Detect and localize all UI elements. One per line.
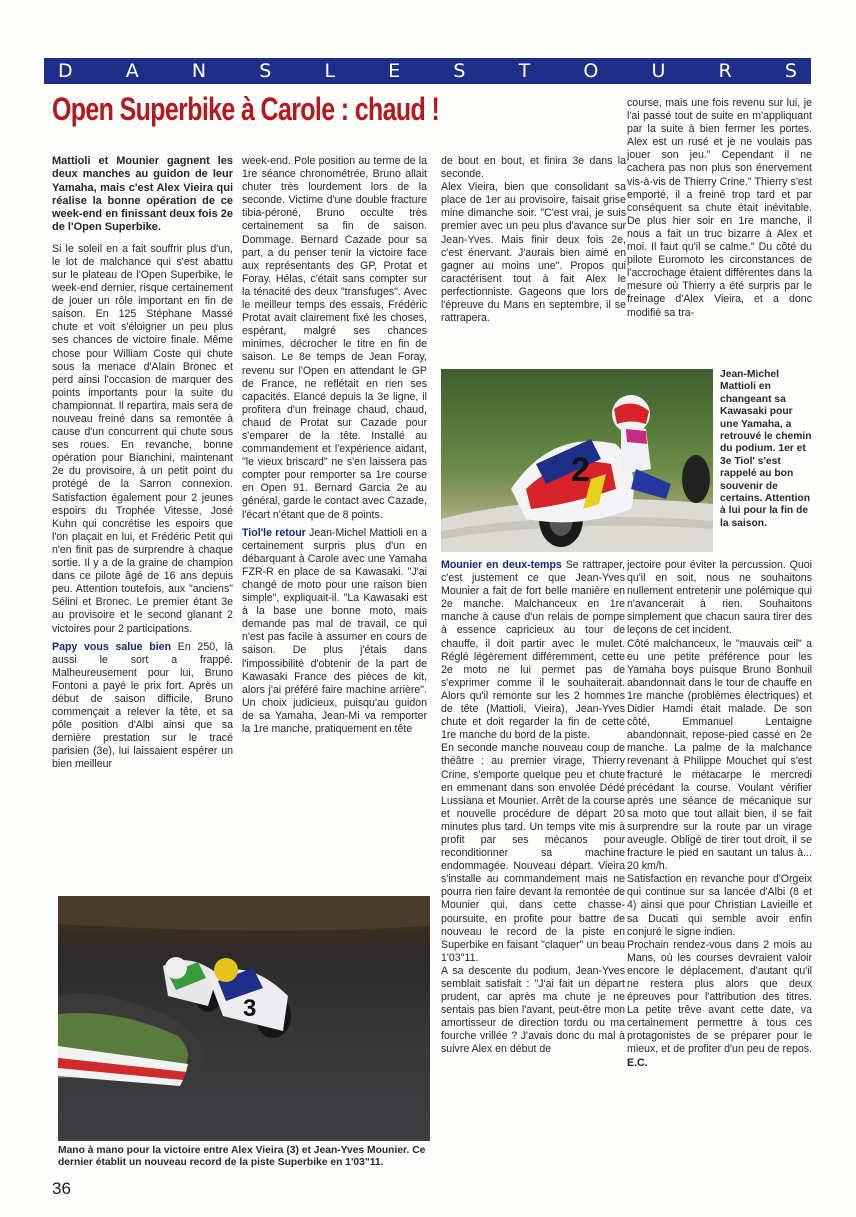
- article-lead: Mattioli et Mounier gagnent les deux manches au guidon de leur Yamaha, mais c'est Alex Vieira qui réalise la bonne opération de ce week-end en finissant deux fois 2e de l'Open Superbike.: [52, 155, 233, 234]
- paragraph: de bout en bout, et finira 3e dans la seconde.: [441, 155, 626, 181]
- band-letter: T: [518, 60, 531, 82]
- photo-mattioli: [441, 369, 713, 552]
- band-letter: O: [583, 60, 599, 82]
- paragraph: Alex Vieira, bien que consolidant sa place de 1er au provisoire, faisait grise mine dimanche soir. "C'est vrai, je suis premier avec un peu plus d'avance sur Jean-Yves. Mais finir deux fois 2e, c'est énervant. J'aurais bien aimé en gagner au moins une". Propos qui caractérisent tout à fait Alex le perfectionniste. Gageons que lors de l'épreuve du Mans en septembre, il se rattrapera.: [441, 181, 626, 325]
- paragraph-text: Se rattraper, c'est justement ce que Jean-Yves Mounier a fait de fort belle manière en 2e manche. Malchanceux en 1re manche à cause d'un relais de pompe à essence capricieux au tour de chauffe, il doit partir avec le mulet. Réglé légèrement différemment, cette 2e moto ne lui permet pas de s'exprimer comme il le souhaiterait. Alors qu'il remonte sur les 2 hommes de tête (Mattioli, Vieira), Jean-Yves chute et doit regarder la fin de cette 1re manche du bord de la piste.: [441, 559, 625, 742]
- paragraph: jectoire pour éviter la percussion. Quoi qu'il en soit, nous ne souhaitons nullement entretenir une polémique qui n'avancerait à rien. Souhaitons simplement que chacun saura tirer des leçons de cet incident.: [627, 559, 812, 637]
- band-letter: L: [324, 60, 336, 82]
- band-letter: S: [784, 60, 797, 82]
- band-letter: S: [259, 60, 272, 82]
- author-signature: E.C.: [627, 1056, 648, 1069]
- article-title: Open Superbike à Carole : chaud !: [52, 91, 440, 127]
- band-letter: D: [58, 60, 73, 82]
- band-letter: U: [651, 60, 666, 82]
- paragraph-text: Jean-Michel Mattioli en a certainement surpris plus d'un en débarquant à Carole avec une Yamaha FZR-R en place de sa Kawasaki. "J'ai changé de moto pour une raison bien simple", expliquait-il. "La Kawasaki est à la base une bonne moto, mais demande pas mal de travail, ce qui n'est pas facile à assumer en cours de saison. De plus j'étais dans l'impossibilité d'obtenir de la part de Kawasaki France des pièces de kit, alors j'ai préféré faire machine arrière". Un choix judicieux, puisqu'au guidon de sa Yamaha, Jean-Mi va remporter la 1re manche, pratiquement en tête: [242, 526, 427, 736]
- race-number: 2: [571, 451, 590, 489]
- column-2: [242, 155, 427, 895]
- section-band: [44, 58, 811, 84]
- band-letter: R: [718, 60, 732, 82]
- paragraph: [242, 527, 427, 737]
- band-letter: A: [125, 60, 139, 82]
- band-letter: S: [453, 60, 466, 82]
- paragraph: A sa descente du podium, Jean-Yves semblait satisfait : "J'ai fait un départ prudent, car après ma chute je ne sentais pas bien l'avant, peut-être mon amortisseur de direction tordu ou ma fourche vrillée ? J'avais donc du mal à suivre Alex en début de: [441, 964, 625, 1056]
- paragraph-text: Prochain rendez-vous dans 2 mois au Mans, où les courses devraient valoir encore le déplacement, d'autant qu'il ne restera plus alors que deux épreuves pour l'attribution des titres. La petite trêve avant cette date, va certainement permettre à tous ces protagonistes de se préparer pour le mieux, et de profiter d'un peu de repos.: [627, 938, 812, 1056]
- paragraph: Côté malchanceux, le "mauvais œil" a eu une petite préférence pour les Yamaha boys puisque Bruno Bonhuil abandonnait dans le tour de chauffe en 1re manche (problèmes électriques) et Didier Hamdi était malade. De son côté, Emmanuel Lentaigne abandonnait, repose-pied cassé en 2e manche. La palme de la malchance revenant à Philippe Mouchet qui s'est fracturé le métacarpe le mercredi précédant la course. Voulant vérifier après une séance de mécanique sur sa moto que tout allait bien, il se fait surprendre sur la route par un virage aveugle. Obligé de tirer tout droit, il se fracture le pied en sautant un talus à... 20 km/h.: [627, 637, 812, 873]
- photo-vieira-mounier: [58, 896, 430, 1141]
- photo-caption-mattioli: Jean-Michel Mattioli en changeant sa Kawasaki pour une Yamaha, a retrouvé le chemin du podium. 1er et 3e Tiol' s'est rappelé au bon souvenir de certains. Attention à lui pour la fin de la saison.: [720, 369, 812, 529]
- motorcycle-photo-image: [58, 896, 430, 1141]
- paragraph: En seconde manche nouveau coup de théâtre : au premier virage, Thierry Crine, s'emporte quelque peu et chute en emmenant dans son envolée Dédé Lussiana et Mounier. Arrêt de la course et nouvelle procédure de départ 20 minutes plus tard. Un temps vite mis à profit par ses mécanos pour reconditionner sa machine endommagée. Nouveau départ. Vieira s'installe au commandement mais ne pourra rien faire devant la remontée de Mounier qui, dans cette chasse-poursuite, en profite pour battre de nouveau le record de la piste en Superbike en faisant "claquer" un beau 1'03"11.: [441, 742, 625, 964]
- race-number: 3: [243, 995, 257, 1022]
- paragraph: Satisfaction en revanche pour d'Orgeix qui continue sur sa lancée d'Albi (8 et 4) ainsi que pour Christian Lavieille et sa Ducati qui semble avoir enfin conjuré le signe indien.: [627, 873, 812, 938]
- motorcycle-photo-image: [441, 369, 713, 552]
- column-4-bottom: [627, 559, 812, 1183]
- paragraph: Si le soleil en a fait souffrir plus d'un, le lot de malchance qui s'est abattu sur le plateau de l'Open Superbike, le week-end dernier, risque certainement de jouer un rôle important en fin de saison. En 125 Stéphane Massé chute et voit s'éloigner un peu plus ses chances de victoire finale. Même chose pour William Coste qui chute sous la menace d'Alain Bronec et perd ainsi l'occasion de marquer des points importants pour la suite du championnat. Il repartira, mais sera de nouveau freiné dans sa remontée à cause d'un concurrent qui chute sous ses roues. En revanche, bonne opération pour Bianchini, maintenant 2e du provisoire, à un petit point du protégé de la Sarron connexion. Satisfaction également pour 2 jeunes espoirs du Trophée Vitesse, José Kuhn qui concrétise les espoirs que l'on plaçait en lui, et Frédéric Petit qui n'en finit pas de surprendre à chaque sortie. Il y a de la graine de champion dans ce pilote âgé de 16 ans depuis peu. Attention toutefois, aux "anciens" Sélini et Bronec. Le premier étant 3e au provisoire et le second glanant 2 victoires pour 2 participations.: [52, 242, 233, 635]
- paragraph: [52, 641, 233, 772]
- band-letter: N: [191, 60, 207, 82]
- column-3-bottom: [441, 559, 625, 1183]
- column-3-top: [441, 155, 626, 367]
- column-1: [52, 155, 233, 895]
- paragraph-text: En 250, là aussi le sort a frappé. Malheureusement pour lui, Bruno Fontoni a payé le prix fort. Après un début de saison difficile, Bruno commençait a relever la tête, et sa pôle position d'Albi ainsi que sa dernière prestation sur le tracé parisien (3e), lui laissaient espérer un bien meilleur: [52, 640, 233, 771]
- photo-caption-vieira-mounier: Mano à mano pour la victoire entre Alex Vieira (3) et Jean-Yves Mounier. Ce dernier établit un nouveau record de la piste Superbike en 1'03"11.: [58, 1145, 426, 1169]
- paragraph: week-end. Pole position au terme de la 1re séance chronométrée, Bruno allait chuter très lourdement lors de la seconde. Victime d'une double fracture tibia-péroné, Bruno occulte très certainement sa fin de saison. Dommage. Bernard Cazade pour sa part, a du penser tenir la victoire face aux représentants des GP, Protat et Foray. Hélas, c'était sans compter sur la ténacité des deux "transfuges". Avec le meilleur temps des essais, Frédéric Protat avait clairement fixé les choses, espérant, malgré ses chances minimes, décrocher le titre en fin de saison. Le 8e temps de Jean Foray, revenu sur l'Open en attendant le GP de France, ne reflétait en rien ses capacités. Elancé depuis la 3e ligne, il profitera d'un freinage chaud, chaud, chaud de Protat sur Cazade pour s'emparer de la tête. Installé au commandement et l'expérience aidant, "le vieux briscard" ne s'en laissera pas compter pour remporter sa 1re course en Open 91. Bernard Garcia 2e au général, garde le contact avec Cazade, l'écart n'étant que de 8 points.: [242, 155, 427, 521]
- page-number: 36: [52, 1179, 71, 1198]
- subheading: Tiol'le retour: [242, 526, 306, 539]
- paragraph: [627, 939, 812, 1070]
- paragraph: [441, 559, 625, 742]
- subheading: Papy vous salue bien: [52, 640, 172, 653]
- column-4-top: [627, 97, 812, 362]
- band-letter: E: [388, 60, 401, 82]
- subheading: Mounier en deux-temps: [441, 559, 562, 571]
- paragraph: course, mais une fois revenu sur lui, je l'ai passé tout de suite en m'appliquant par la suite à bien fermer les portes. Alex est un rusé et je ne voulais pas jouer son jeu." Cependant il ne cachera pas non plus son énervement vis-à-vis de Thierry Crine." Thierry s'est emporté, il a freiné trop tard et par conséquent sa chute était inévitable. De plus hier soir en 1re manche, il nous a fait un truc bizarre à Alex et moi. Il faut qu'il se calme." Du côté du pilote Euromoto les circonstances de l'accrochage étaient différentes dans la mesure où Thierry a été surpris par le freinage d'Alex Vieira, et a donc modifié sa tra-: [627, 97, 812, 319]
